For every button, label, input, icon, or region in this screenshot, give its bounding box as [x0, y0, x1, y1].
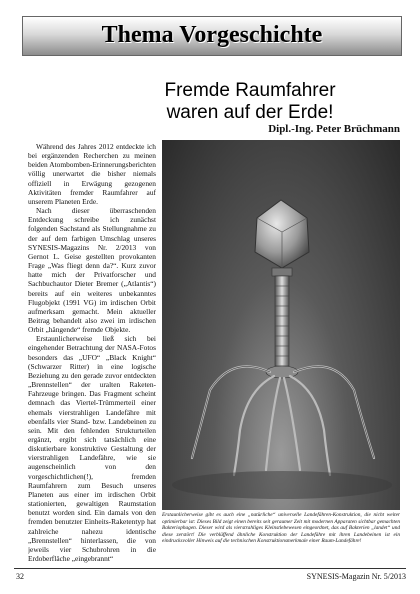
author-byline: Dipl.-Ing. Peter Brüchmann [268, 123, 400, 135]
section-title: Thema Vorgeschichte [101, 22, 323, 48]
page-number: 32 [16, 572, 24, 581]
footer-divider [14, 568, 406, 569]
paragraph-2: Nach dieser überraschenden Entdeckung schreibe ich zunächst folgenden Sachstand als Stellungnahme zu der auf dem farbigen Umschlag unseres SYNESIS-Magazins Nr. 2/2013 von Gernot L. Geise gestellten provokanten Frage „Was fliegt denn da?“. Kurz zuvor hatte mich der Privatforscher und Sachbuchautor Dieter Bremer („Atlantis“) bereits auf ein weiteres unbekanntes Flugobjekt (1991 VG) im irdischen Orbit aufmerksam gemacht. Mein aktueller Beitrag behandelt also zwei im irdischen Orbit „hängende“ fremde Objekte. [28, 206, 156, 335]
article-headline [100, 80, 400, 124]
bacteriophage-image [162, 140, 400, 510]
headline-line-2: waren auf der Erde! [166, 102, 334, 123]
paragraph-1: Während des Jahres 2012 entdeckte ich bei ergänzenden Recherchen zu meinen beiden Atombomben-Erinnerungsberichten völlig unerwartet die bisher niemals offiziell in Erwägung gezogenen Aktivitäten fremder Raumfahrer auf unserem Planeten Erde. [28, 142, 156, 206]
section-header [22, 16, 402, 56]
image-caption: Erstaunlicherweise gibt es auch eine „natürliche“ universelle Landefähren-Konstruktion, die nicht weiter optimierbar ist: Dieses Bild zeigt einen bereits seit geraumer Zeit mit modernen Apparaten sichtbar gemachten Bakteriophagen. Dieser wird als vierstrahliges Kleinstlebewesen eingeordnet, das auf Bakterien „landet“ und diese zerstört! Die verblüffend ähnliche Konstruktion der Landefähre mit ihren Landebeinen ist ein eindrucksvoller Hinweis auf die technischen Konstruktionsmerkmale einer Raum-Landefähre! [162, 512, 400, 545]
bacteriophage-icon [162, 140, 400, 510]
magazine-issue: SYNESIS-Magazin Nr. 5/2013 [306, 572, 406, 581]
article-body [28, 142, 156, 582]
headline-line-1: Fremde Raumfahrer [164, 80, 336, 101]
paragraph-3: Erstaunlicherweise ließ sich bei eingehender Betrachtung der NASA-Fotos besonders das „UFO“ „Black Knight“ (Schwarzer Ritter) in eine logische Beziehung zu den gerade zuvor entdeckten „Brennstellen“ der uralten Raketen-Fahrzeuge bringen. Das Fragment scheint demnach das Viertel-Trümmerteil einer ehemals vierstrahligen Landefähre mit ebenfalls vier Stand- bzw. Landebeinen zu sein. Mit den fehlenden Strukturteilen ergänzt, ergibt sich tatsächlich eine diskutierbare konstruktive Gestaltung der vierstrahligen Landefähre, wie sie augenscheinlich von den vorgeschichtlichen(!), fremden Raumfahrern zum Besuch unseres Planeten aus einer im irdischen Orbit stationierten, gewaltigen Raumstation benutzt worden sind. Ein damals von den fremden benutzter Einheits-Raketentyp hat zahlreiche nahezu identische „Brennstellen“ hinterlassen, die von jeweils vier Schubrohren in die Erdoberfläche „eingebrannt“ [28, 334, 156, 564]
